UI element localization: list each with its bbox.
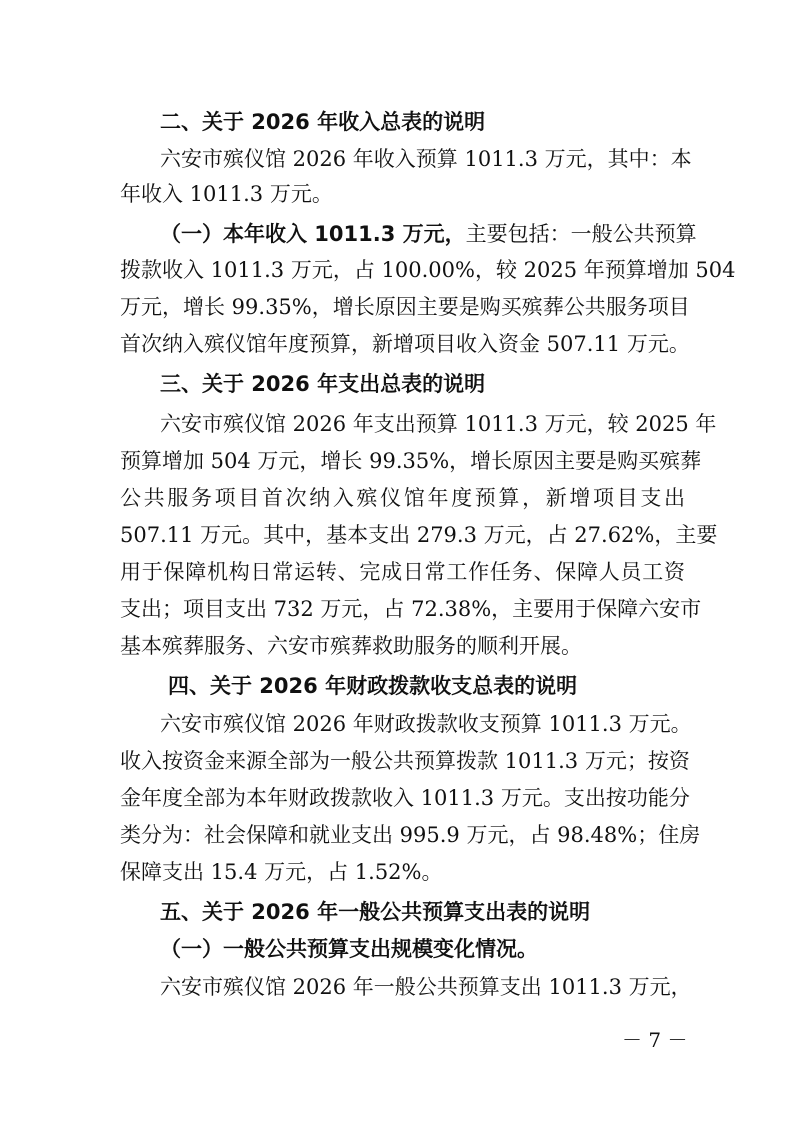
paragraph-line: 公共服务项目首次纳入殡仪馆年度预算，新增项目支出	[120, 486, 685, 510]
paragraph-line: 支出；项目支出 732 万元，占 72.38%，主要用于保障六安市	[120, 597, 702, 621]
paragraph-line: 基本殡葬服务、六安市殡葬救助服务的顺利开展。	[120, 634, 582, 658]
subsection-line	[160, 220, 697, 248]
section-heading-fiscal-appropriation-summary: 四、关于 2026 年财政拨款收支总表的说明	[168, 674, 578, 698]
paragraph-line: 保障支出 15.4 万元，占 1.52%。	[120, 860, 443, 884]
paragraph-line: 用于保障机构日常运转、完成日常工作任务、保障人员工资	[120, 560, 685, 584]
subsection-heading-scale-change: （一）一般公共预算支出规模变化情况。	[160, 937, 538, 961]
subsection-text: 主要包括：一般公共预算	[465, 222, 697, 246]
paragraph-line: 万元，增长 99.35%，增长原因主要是购买殡葬公共服务项目	[120, 295, 690, 319]
paragraph-line: 类分为：社会保障和就业支出 995.9 万元，占 98.48%；住房	[120, 823, 701, 847]
section-heading-expenditure-summary: 三、关于 2026 年支出总表的说明	[160, 372, 486, 396]
paragraph-line: 预算增加 504 万元，增长 99.35%，增长原因主要是购买殡葬	[120, 449, 702, 473]
paragraph-line: 六安市殡仪馆 2026 年支出预算 1011.3 万元，较 2025 年	[160, 412, 717, 436]
paragraph-line: 首次纳入殡仪馆年度预算，新增项目收入资金 507.11 万元。	[120, 332, 690, 356]
paragraph-line: 六安市殡仪馆 2026 年一般公共预算支出 1011.3 万元，	[160, 975, 692, 999]
paragraph-line: 六安市殡仪馆 2026 年财政拨款收支预算 1011.3 万元。	[160, 712, 692, 736]
section-heading-income-summary: 二、关于 2026 年收入总表的说明	[160, 110, 486, 134]
paragraph-line: 六安市殡仪馆 2026 年收入预算 1011.3 万元，其中：本	[160, 147, 692, 171]
paragraph-line: 收入按资金来源全部为一般公共预算拨款 1011.3 万元；按资	[120, 749, 690, 773]
subsection-heading-current-year-income: （一）本年收入 1011.3 万元，	[160, 222, 466, 246]
paragraph-line: 金年度全部为本年财政拨款收入 1011.3 万元。支出按功能分	[120, 786, 690, 810]
page-number: － 7 －	[622, 1028, 688, 1052]
paragraph-line: 507.11 万元。其中，基本支出 279.3 万元，占 27.62%，主要	[120, 523, 718, 547]
section-heading-general-budget-expenditure: 五、关于 2026 年一般公共预算支出表的说明	[160, 900, 591, 924]
paragraph-line: 拨款收入 1011.3 万元，占 100.00%，较 2025 年预算增加 504	[120, 258, 736, 282]
paragraph-line: 年收入 1011.3 万元。	[120, 182, 333, 206]
